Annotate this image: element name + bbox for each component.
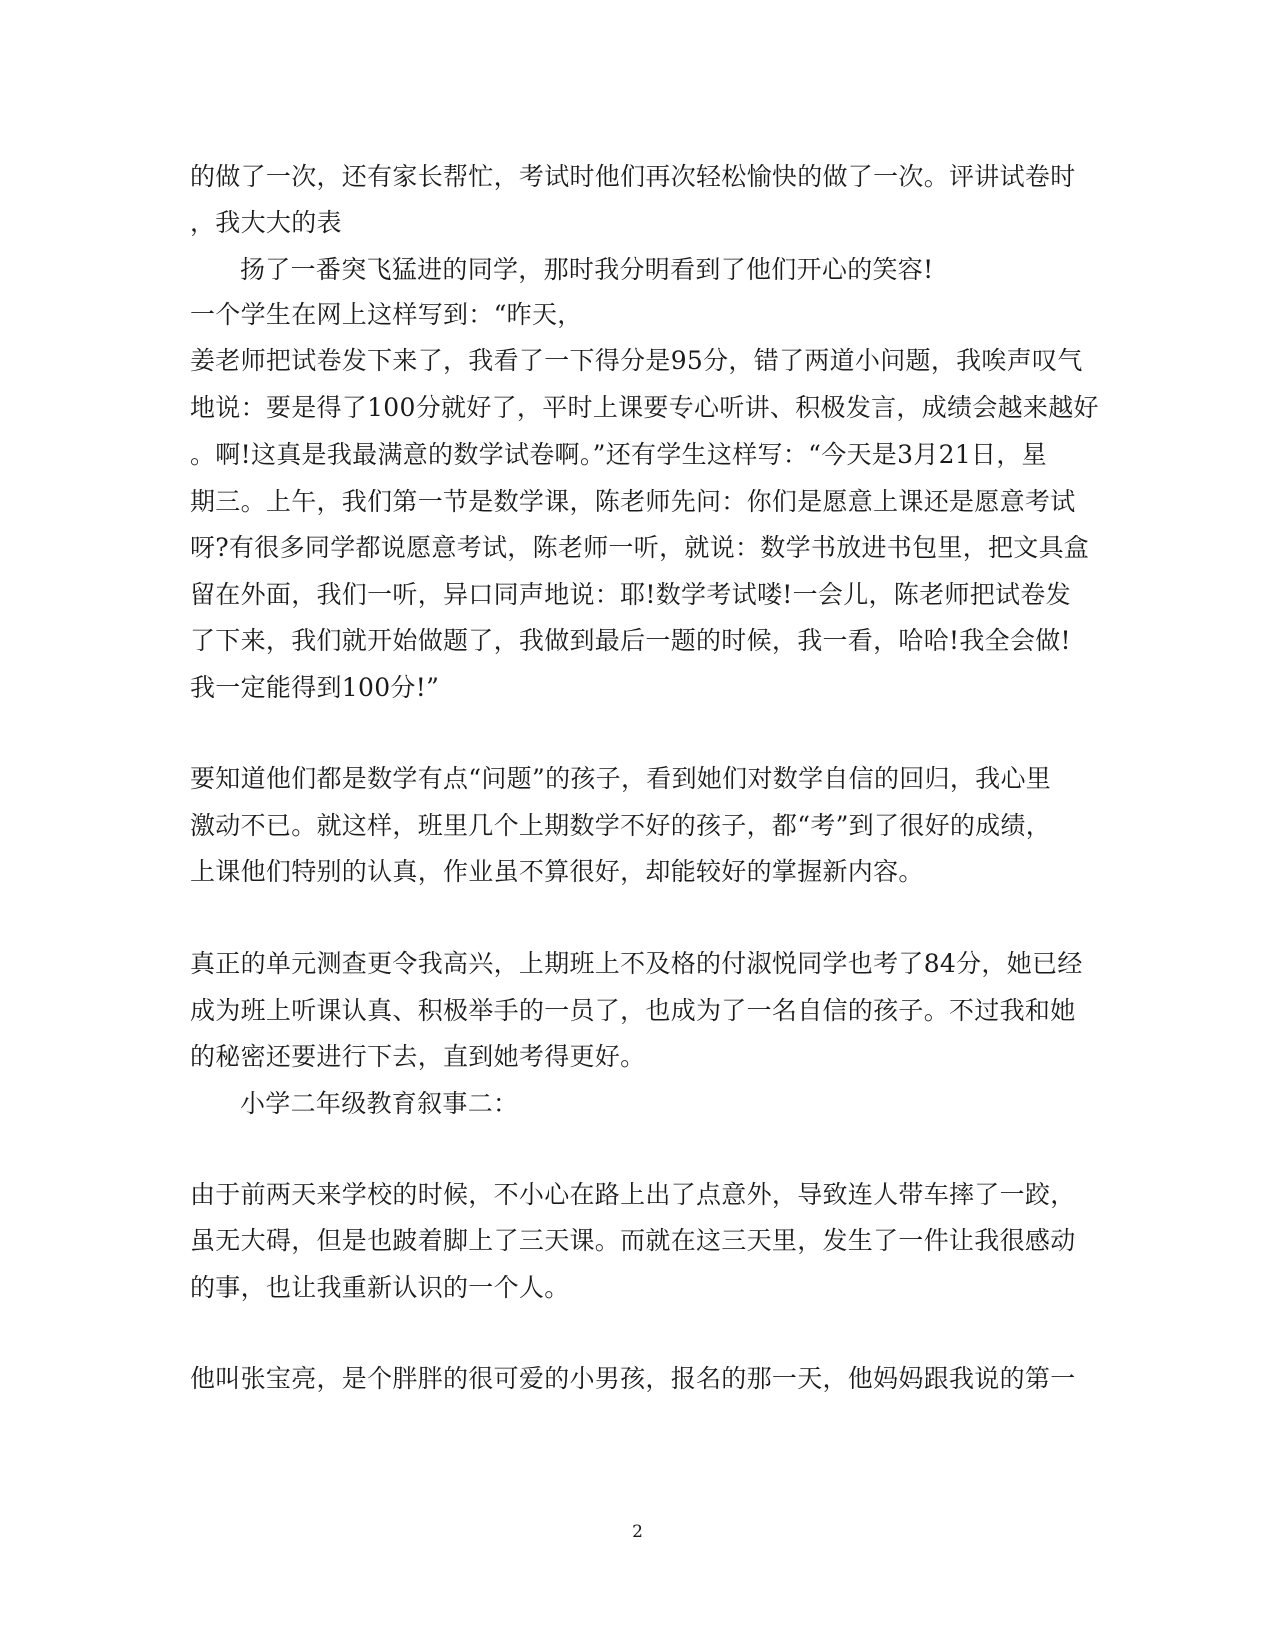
text-line: 上课他们特别的认真，作业虽不算很好，却能较好的掌握新内容。 <box>190 857 924 886</box>
text-line: 的做了一次，还有家长帮忙，考试时他们再次轻松愉快的做了一次。评讲试卷时 <box>190 162 1076 191</box>
text-line: 一个学生在网上这样写到：“昨天， <box>190 300 583 329</box>
text-line: 留在外面，我们一听，异口同声地说：耶!数学考试喽!一会儿，陈老师把试卷发 <box>190 580 1071 609</box>
text-line: 姜老师把试卷发下来了，我看了一下得分是95分，错了两道小问题，我唉声叹气 <box>190 346 1083 375</box>
text-line: 地说：要是得了100分就好了，平时上课要专心听讲、积极发言，成绩会越来越好 <box>190 393 1099 422</box>
text-line: 成为班上听课认真、积极举手的一员了，也成为了一名自信的孩子。不过我和她 <box>190 996 1076 1025</box>
text-line: 小学二年级教育叙事二： <box>240 1089 519 1118</box>
text-line: 虽无大碍，但是也跛着脚上了三天课。而就在这三天里，发生了一件让我很感动 <box>190 1226 1076 1255</box>
text-line: 扬了一番突飞猛进的同学，那时我分明看到了他们开心的笑容! <box>240 255 934 284</box>
text-line: 期三。上午，我们第一节是数学课，陈老师先问：你们是愿意上课还是愿意考试 <box>190 487 1076 516</box>
text-line: ，我大大的表 <box>190 208 342 237</box>
text-line: 我一定能得到100分!” <box>190 673 440 702</box>
text-line: 激动不已。就这样，班里几个上期数学不好的孩子，都“考”到了很好的成绩， <box>190 811 1052 840</box>
text-line: 了下来，我们就开始做题了，我做到最后一题的时候，我一看，哈哈!我全会做! <box>190 626 1071 655</box>
text-line: 呀?有很多同学都说愿意考试，陈老师一听，就说：数学书放进书包里，把文具盒 <box>190 533 1090 562</box>
text-line: 。啊!这真是我最满意的数学试卷啊。”还有学生这样写：“今天是3月21日，星 <box>190 440 1047 469</box>
page-number: 2 <box>632 1522 643 1542</box>
text-line: 他叫张宝亮，是个胖胖的很可爱的小男孩，报名的那一天，他妈妈跟我说的第一 <box>190 1364 1076 1393</box>
text-line: 的秘密还要进行下去，直到她考得更好。 <box>190 1042 646 1071</box>
text-line: 真正的单元测查更令我高兴，上期班上不及格的付淑悦同学也考了84分，她已经 <box>190 949 1083 978</box>
text-line: 要知道他们都是数学有点“问题”的孩子，看到她们对数学自信的回归，我心里 <box>190 764 1052 793</box>
text-line: 由于前两天来学校的时候，不小心在路上出了点意外，导致连人带车摔了一跤， <box>190 1180 1076 1209</box>
text-line: 的事，也让我重新认识的一个人。 <box>190 1273 570 1302</box>
